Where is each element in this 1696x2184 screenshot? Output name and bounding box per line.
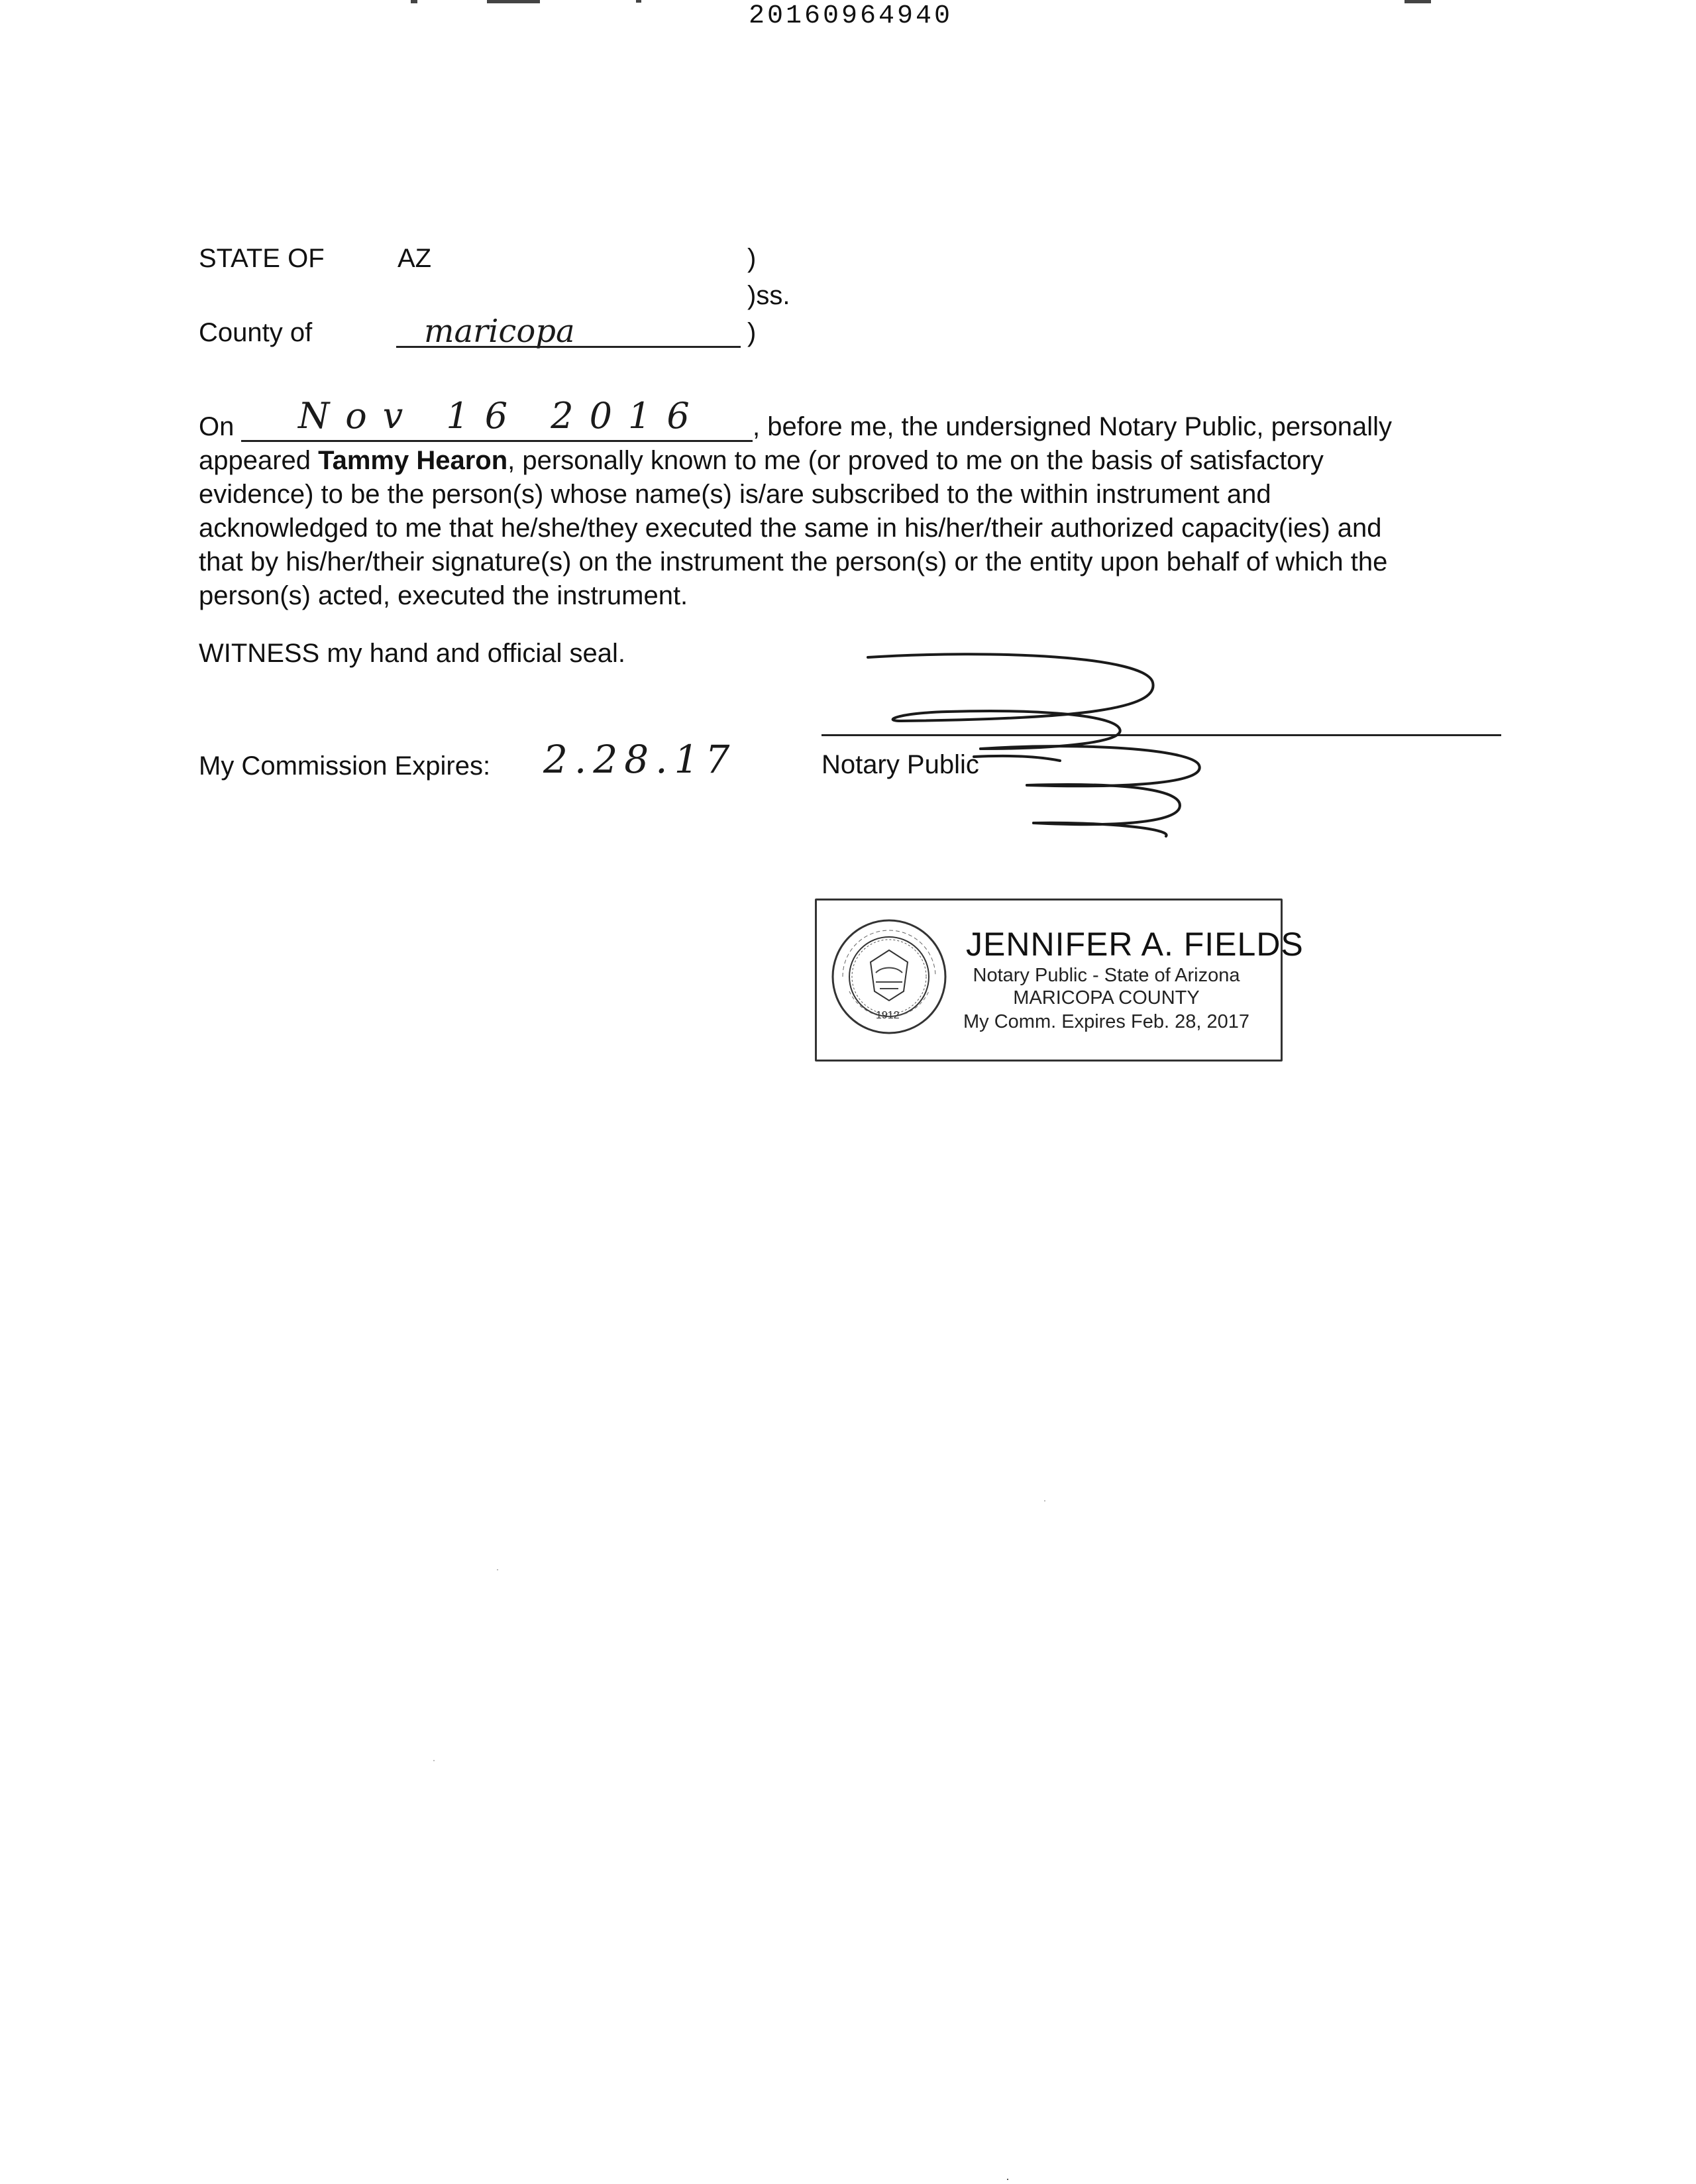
ack-line-5: that by his/her/their signature(s) on the instrument the person(s) or the entity upon behalf of which the [199, 547, 1388, 576]
county-label: County of [199, 318, 313, 347]
stamp-line-2: MARICOPA COUNTY [1013, 987, 1200, 1009]
ack-known: , personally known to me (or proved to me on the basis of satisfactory [507, 446, 1324, 475]
state-value: AZ [398, 244, 432, 273]
ack-line-4: acknowledged to me that he/she/they executed the same in his/her/their authorized capacity(ies) and [199, 514, 1382, 543]
county-underline [396, 346, 741, 348]
ack-appeared: appeared [199, 446, 319, 475]
witness-text: WITNESS my hand and official seal. [199, 639, 625, 668]
on-label: On [199, 412, 235, 441]
venue-paren-2: ) [747, 318, 757, 347]
document-number: 20160964940 [749, 1, 953, 31]
scan-speck [1044, 1500, 1045, 1502]
commission-label: My Commission Expires: [199, 751, 491, 781]
stamp-notary-name: JENNIFER A. FIELDS [966, 926, 1304, 963]
stamp-line-1: Notary Public - State of Arizona [973, 965, 1240, 986]
notary-signature [861, 649, 1206, 842]
ack-line-1-text: , before me, the undersigned Notary Public, personally [753, 412, 1392, 441]
date-handwritten: Nov 16 2016 [298, 395, 706, 437]
scan-speck [1007, 2179, 1008, 2180]
date-underline [241, 440, 753, 442]
scan-speck [497, 1569, 498, 1570]
stamp-line-3: My Comm. Expires Feb. 28, 2017 [963, 1011, 1249, 1032]
commission-date-handwritten: 2.28.17 [543, 737, 737, 782]
scan-speck [433, 1760, 435, 1761]
county-value-handwritten: maricopa [424, 313, 575, 350]
person-name: Tammy Hearon [318, 446, 508, 475]
venue-ss: )ss. [747, 281, 790, 310]
notary-public-label: Notary Public [822, 750, 979, 779]
ack-line-2 [199, 446, 1324, 476]
venue-paren-1: ) [747, 244, 757, 273]
ack-line-3: evidence) to be the person(s) whose name(s) is/are subscribed to the within instrument and [199, 480, 1271, 509]
seal-year: 1912 [876, 1010, 900, 1021]
ack-line-6: person(s) acted, executed the instrument. [199, 581, 688, 610]
state-label: STATE OF [199, 244, 325, 273]
